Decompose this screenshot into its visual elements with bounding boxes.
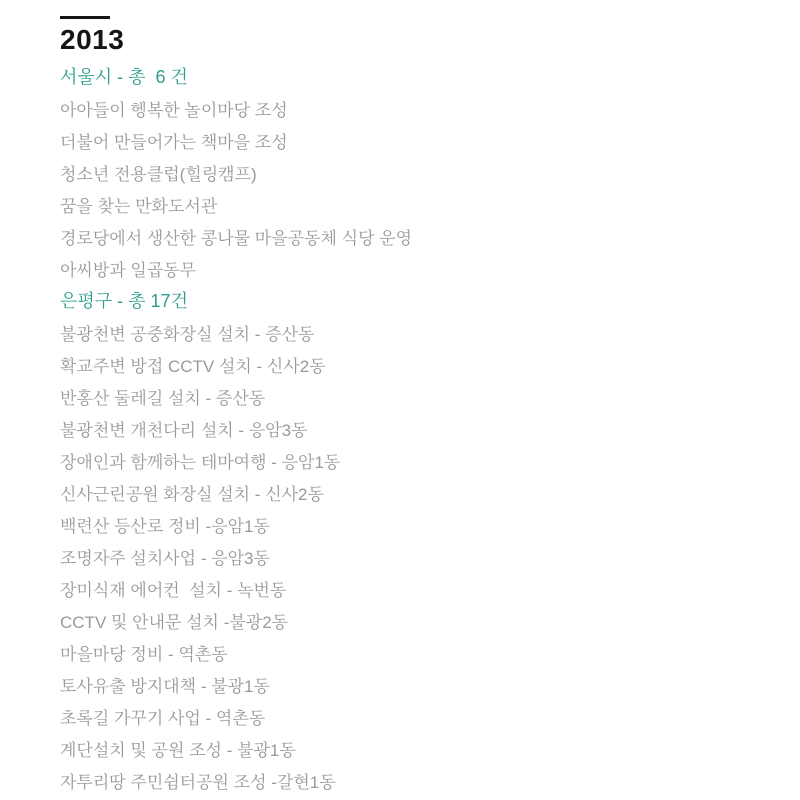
list-item: 청소년 전용클럽(힐링캠프) <box>60 164 257 184</box>
title-rule <box>60 16 110 19</box>
list-item: 아아들이 헹복한 놀이마당 조성 <box>60 100 288 120</box>
list-item: 확교주변 방접 CCTV 설치 - 신사2동 <box>60 356 326 376</box>
list-item: 조명자주 설치사업 - 응암3동 <box>60 548 270 568</box>
list-item: 꿈을 찾는 만화도서관 <box>60 196 218 216</box>
list-item: 백련산 등산로 정비 -응암1동 <box>60 516 270 536</box>
list-item: 아씨방과 일곱동무 <box>60 260 197 280</box>
list-item: 계단설치 및 공원 조성 - 불광1동 <box>60 740 296 760</box>
list-item: 마을마당 정비 - 역촌동 <box>60 644 228 664</box>
year-report <box>60 16 750 796</box>
section-title: 서울시 - 총 6 건 <box>60 67 188 87</box>
list-item: 장미식재 에어컨 설치 - 녹번동 <box>60 580 287 600</box>
list-item: 초록길 가꾸기 사업 - 역촌동 <box>60 708 266 728</box>
list-item: 자투리땅 주민쉼터공원 조성 -갈현1동 <box>60 772 336 792</box>
list-item: 신사근린공원 화장실 설치 - 신사2동 <box>60 484 324 504</box>
list-item: CCTV 및 안내문 설치 -불광2동 <box>60 612 289 632</box>
list-item: 장애인과 함께하는 테마여행 - 응암1동 <box>60 452 341 472</box>
list-item: 불광천변 공중화장실 설치 - 증산동 <box>60 324 315 344</box>
list-item: 경로당에서 생산한 콩나물 마을공동체 식당 운영 <box>60 228 413 248</box>
list-item: 토사유출 방지대책 - 불광1동 <box>60 676 270 696</box>
list-item: 더불어 만들어가는 책마을 조성 <box>60 132 288 152</box>
list-item: 반홍산 둘레길 설치 - 증산동 <box>60 388 266 408</box>
sections-container <box>60 60 750 796</box>
year-heading: 2013 <box>60 24 125 55</box>
section-title: 은평구 - 총 17건 <box>60 291 188 311</box>
list-item: 불광천변 개천다리 설치 - 응암3동 <box>60 420 308 440</box>
